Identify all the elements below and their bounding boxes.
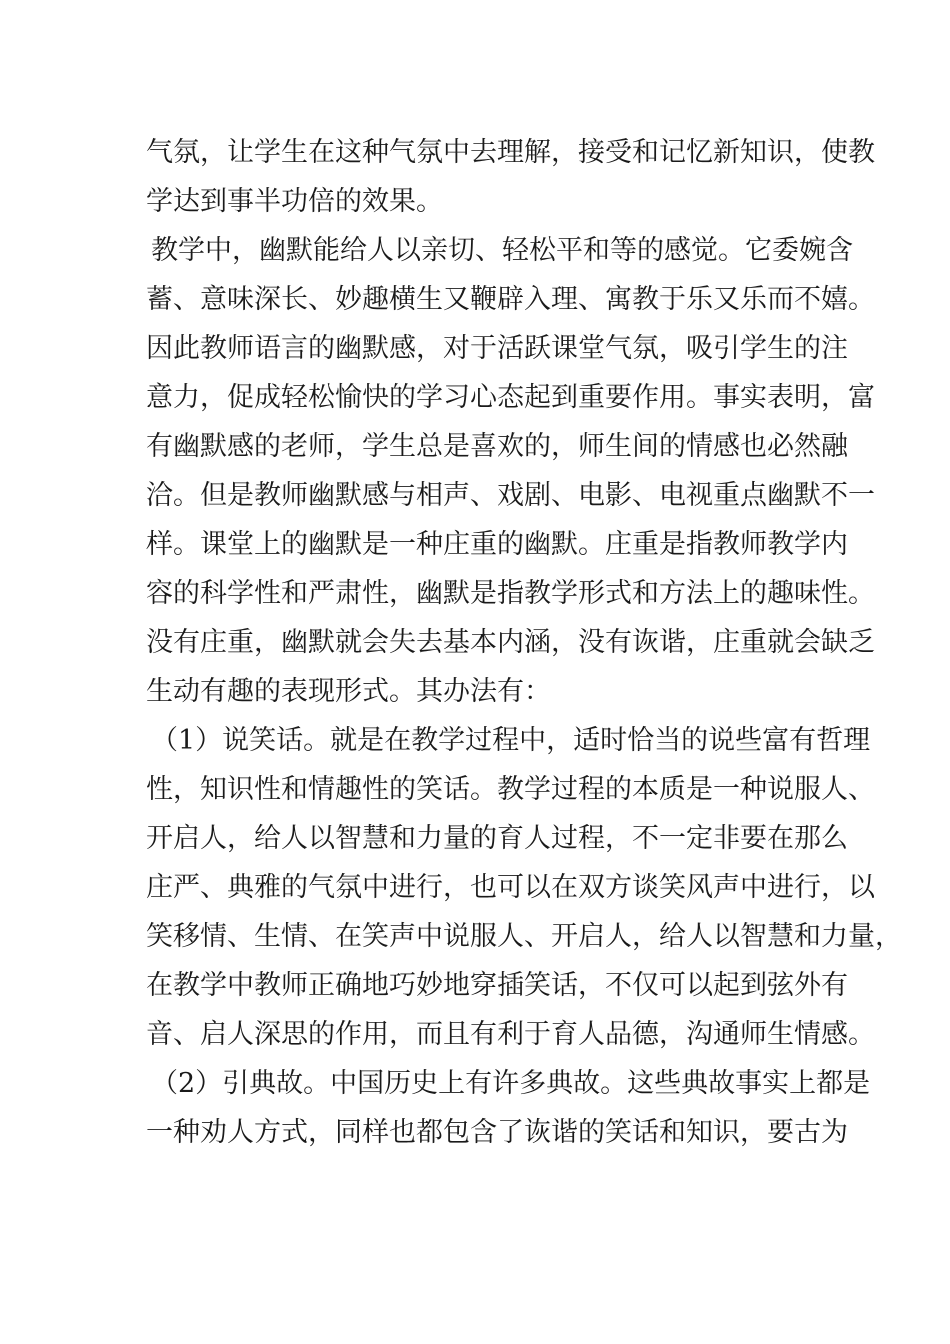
paragraph-start-line: （1）说笑话。就是在教学过程中，适时恰当的说些富有哲理 <box>151 725 871 756</box>
text-line: 一种劝人方式，同样也都包含了诙谐的笑话和知识，要古为 <box>146 1117 848 1148</box>
text-line: 笑移情、生情、在笑声中说服人、开启人，给人以智慧和力量， <box>146 921 902 952</box>
text-line: 洽。但是教师幽默感与相声、戏剧、电影、电视重点幽默不一 <box>146 480 875 511</box>
text-line: 容的科学性和严肃性，幽默是指教学形式和方法上的趣味性。 <box>146 578 875 609</box>
text-line: 生动有趣的表现形式。其办法有： <box>146 676 551 707</box>
text-line: 学达到事半功倍的效果。 <box>146 186 443 217</box>
text-line: 样。课堂上的幽默是一种庄重的幽默。庄重是指教师教学内 <box>146 529 848 560</box>
text-line: 有幽默感的老师，学生总是喜欢的，师生间的情感也必然融 <box>146 431 848 462</box>
text-line: 没有庄重，幽默就会失去基本内涵，没有诙谐，庄重就会缺乏 <box>146 627 875 658</box>
text-line: 音、启人深思的作用，而且有利于育人品德，沟通师生情感。 <box>146 1019 875 1050</box>
text-line: 庄严、典雅的气氛中进行，也可以在双方谈笑风声中进行，以 <box>146 872 875 903</box>
paragraph-start-line: （2）引典故。中国历史上有许多典故。这些典故事实上都是 <box>151 1068 871 1099</box>
text-line: 意力，促成轻松愉快的学习心态起到重要作用。事实表明，富 <box>146 382 875 413</box>
paragraph-start-line: 教学中，幽默能给人以亲切、轻松平和等的感觉。它委婉含 <box>151 235 853 266</box>
body-text <box>146 128 902 1157</box>
text-line: 气氛，让学生在这种气氛中去理解，接受和记忆新知识，使教 <box>146 137 875 168</box>
text-line: 蓄、意味深长、妙趣横生又鞭辟入理、寓教于乐又乐而不嬉。 <box>146 284 875 315</box>
text-line: 因此教师语言的幽默感，对于活跃课堂气氛，吸引学生的注 <box>146 333 848 364</box>
text-line: 性，知识性和情趣性的笑话。教学过程的本质是一种说服人、 <box>146 774 875 805</box>
text-line: 开启人，给人以智慧和力量的育人过程，不一定非要在那么 <box>146 823 848 854</box>
text-line: 在教学中教师正确地巧妙地穿插笑话，不仅可以起到弦外有 <box>146 970 848 1001</box>
